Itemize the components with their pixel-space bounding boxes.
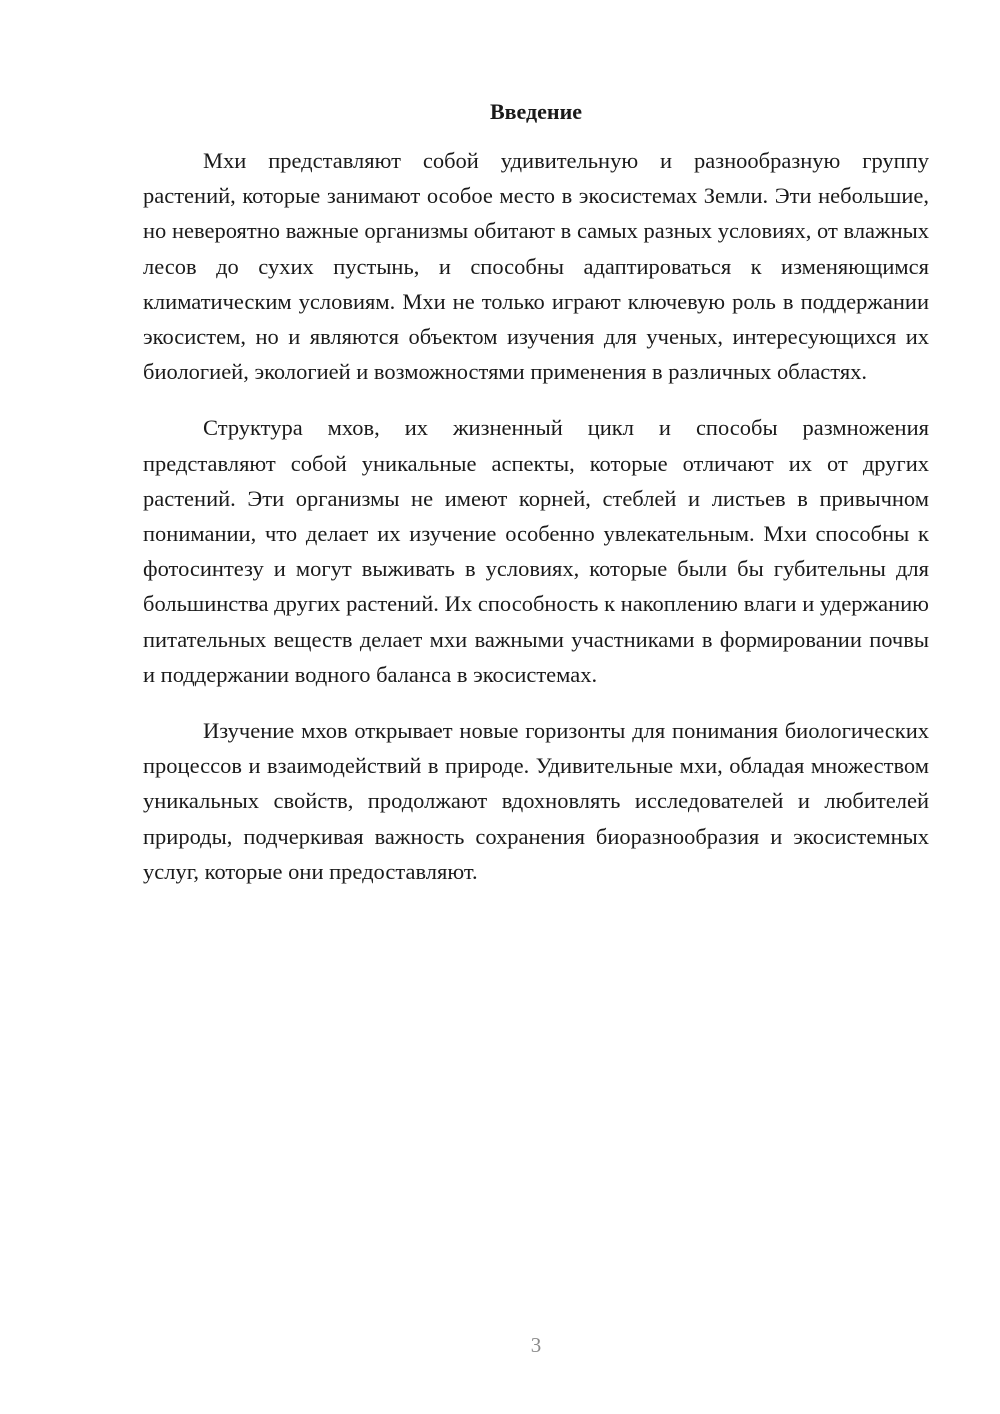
paragraph-3: Изучение мхов открывает новые горизонты для понимания биологических процессов и взаимодействий в природе. Удивительные мхи, обладая множеством уникальных свойств, продолжают вдохновлять исследователей и любителей природы, подчеркивая важность сохранения биоразнообразия и экосистемных услуг, которые они предоставляют. [143,718,929,884]
body-text [143,143,929,910]
page-number: 3 [530,1333,542,1357]
paragraph-2: Структура мхов, их жизненный цикл и способы размножения представляют собой уникальные аспекты, которые отличают их от других растений. Эти организмы не имеют корней, стеблей и листьев в привычном понимании, что делает их изучение особенно увлекательным. Мхи способны к фотосинтезу и могут выживать в условиях, которые были бы губительны для большинства других растений. Их способность к накоплению влаги и удержанию питательных веществ делает мхи важными участниками в формировании почвы и поддержании водного баланса в экосистемах. [143,415,929,687]
section-heading: Введение [489,99,583,124]
paragraph-1: Мхи представляют собой удивительную и разнообразную группу растений, которые занимают особое место в экосистемах Земли. Эти небольшие, но невероятно важные организмы обитают в самых разных условиях, от влажных лесов до сухих пустынь, и способны адаптироваться к изменяющимся климатическим условиям. Мхи не только играют ключевую роль в поддержании экосистем, но и являются объектом изучения для ученых, интересующихся их биологией, экологией и возможностями применения в различных областях. [143,148,929,385]
